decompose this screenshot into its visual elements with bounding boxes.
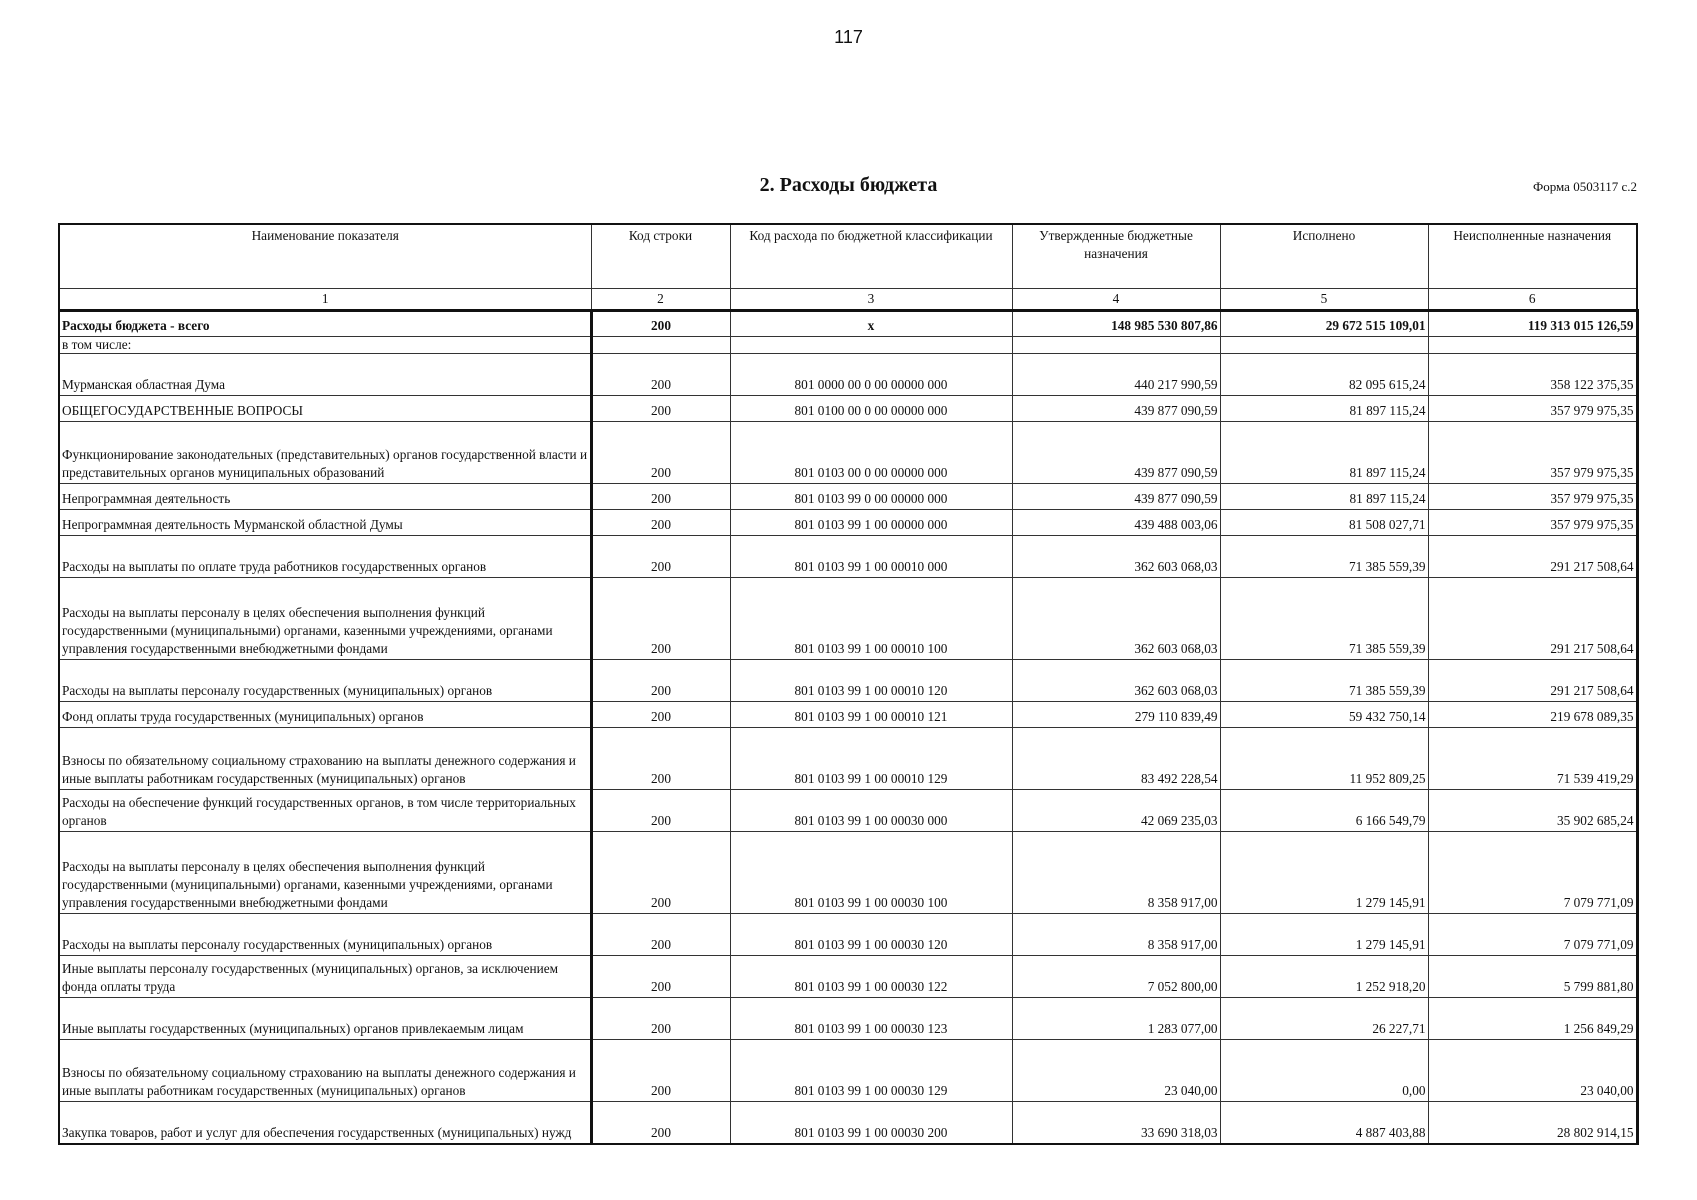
row-approved: 33 690 318,03 [1012, 1102, 1220, 1144]
form-code: Форма 0503117 с.2 [1532, 179, 1637, 194]
row-unexecuted: 23 040,00 [1428, 1040, 1637, 1102]
total-unexecuted: 119 313 015 126,59 [1428, 311, 1637, 337]
row-name: Функционирование законодательных (представительных) органов государственной власти и представительных органов муниципальных образований [59, 422, 591, 484]
row-executed: 81 897 115,24 [1220, 422, 1428, 484]
row-executed: 11 952 809,25 [1220, 728, 1428, 790]
row-code: 200 [591, 354, 730, 396]
row-classification-code: 801 0103 99 1 00 00000 000 [730, 510, 1012, 536]
row-executed: 6 166 549,79 [1220, 790, 1428, 832]
row-code: 200 [591, 956, 730, 998]
row-unexecuted: 7 079 771,09 [1428, 914, 1637, 956]
row-name: Расходы на выплаты персоналу в целях обеспечения выполнения функций государственными (муниципальными) органами, казенными учреждениями, органами управления государственными внебюджетными фондами [59, 578, 591, 660]
including-empty-cell [1220, 337, 1428, 354]
row-name: Расходы на выплаты персоналу в целях обеспечения выполнения функций государственными (муниципальными) органами, казенными учреждениями, органами управления государственными внебюджетными фондами [59, 832, 591, 914]
row-classification-code: 801 0103 99 1 00 00010 100 [730, 578, 1012, 660]
row-classification-code: 801 0103 99 0 00 00000 000 [730, 484, 1012, 510]
row-code: 200 [591, 914, 730, 956]
row-unexecuted: 357 979 975,35 [1428, 396, 1637, 422]
row-unexecuted: 35 902 685,24 [1428, 790, 1637, 832]
row-name: Закупка товаров, работ и услуг для обеспечения государственных (муниципальных) нужд [59, 1102, 591, 1144]
row-classification-code: 801 0103 99 1 00 00010 129 [730, 728, 1012, 790]
page-number: 117 [834, 27, 863, 47]
including-empty-cell [591, 337, 730, 354]
row-name: Расходы на выплаты по оплате труда работников государственных органов [59, 536, 591, 578]
table-row [59, 354, 1637, 396]
column-number: 4 [1012, 289, 1220, 311]
total-executed: 29 672 515 109,01 [1220, 311, 1428, 337]
row-name: Взносы по обязательному социальному страхованию на выплаты денежного содержания и иные выплаты работникам государственных (муниципальных) органов [59, 728, 591, 790]
table-row [59, 702, 1637, 728]
table-row [59, 660, 1637, 702]
column-number: 5 [1220, 289, 1428, 311]
row-unexecuted: 357 979 975,35 [1428, 510, 1637, 536]
row-approved: 7 052 800,00 [1012, 956, 1220, 998]
row-name: ОБЩЕГОСУДАРСТВЕННЫЕ ВОПРОСЫ [59, 396, 591, 422]
row-name: Мурманская областная Дума [59, 354, 591, 396]
row-name: Непрограммная деятельность [59, 484, 591, 510]
row-approved: 8 358 917,00 [1012, 832, 1220, 914]
row-classification-code: 801 0103 00 0 00 00000 000 [730, 422, 1012, 484]
table-row [59, 484, 1637, 510]
row-unexecuted: 71 539 419,29 [1428, 728, 1637, 790]
row-code: 200 [591, 510, 730, 536]
table-row [59, 728, 1637, 790]
column-number: 2 [591, 289, 730, 311]
row-code: 200 [591, 422, 730, 484]
row-unexecuted: 291 217 508,64 [1428, 578, 1637, 660]
table-row [59, 422, 1637, 484]
row-unexecuted: 357 979 975,35 [1428, 484, 1637, 510]
row-executed: 59 432 750,14 [1220, 702, 1428, 728]
total-approved: 148 985 530 807,86 [1012, 311, 1220, 337]
row-code: 200 [591, 790, 730, 832]
row-code: 200 [591, 578, 730, 660]
column-number-row [59, 289, 1637, 311]
row-executed: 71 385 559,39 [1220, 660, 1428, 702]
including-empty-cell [730, 337, 1012, 354]
row-classification-code: 801 0103 99 1 00 00010 000 [730, 536, 1012, 578]
row-approved: 279 110 839,49 [1012, 702, 1220, 728]
row-approved: 362 603 068,03 [1012, 660, 1220, 702]
table-row [59, 1040, 1637, 1102]
total-row [59, 311, 1637, 337]
row-approved: 439 877 090,59 [1012, 422, 1220, 484]
table-row [59, 998, 1637, 1040]
table-row [59, 578, 1637, 660]
row-code: 200 [591, 660, 730, 702]
row-classification-code: 801 0000 00 0 00 00000 000 [730, 354, 1012, 396]
row-code: 200 [591, 1040, 730, 1102]
row-classification-code: 801 0103 99 1 00 00030 000 [730, 790, 1012, 832]
row-approved: 8 358 917,00 [1012, 914, 1220, 956]
header-row-code: Код строки [591, 224, 730, 289]
table-row [59, 832, 1637, 914]
row-executed: 71 385 559,39 [1220, 578, 1428, 660]
row-unexecuted: 1 256 849,29 [1428, 998, 1637, 1040]
column-number: 1 [59, 289, 591, 311]
row-unexecuted: 358 122 375,35 [1428, 354, 1637, 396]
including-empty-cell [1012, 337, 1220, 354]
row-executed: 26 227,71 [1220, 998, 1428, 1040]
table-row [59, 914, 1637, 956]
header-executed: Исполнено [1220, 224, 1428, 289]
row-approved: 439 877 090,59 [1012, 396, 1220, 422]
expenses-table [58, 223, 1639, 1145]
header-indicator-name: Наименование показателя [59, 224, 591, 289]
row-executed: 82 095 615,24 [1220, 354, 1428, 396]
row-name: Расходы на выплаты персоналу государственных (муниципальных) органов [59, 914, 591, 956]
total-name: Расходы бюджета - всего [59, 311, 591, 337]
row-code: 200 [591, 484, 730, 510]
row-classification-code: 801 0103 99 1 00 00010 121 [730, 702, 1012, 728]
row-name: Расходы на выплаты персоналу государственных (муниципальных) органов [59, 660, 591, 702]
column-number: 6 [1428, 289, 1637, 311]
row-name: Фонд оплаты труда государственных (муниципальных) органов [59, 702, 591, 728]
row-approved: 439 488 003,06 [1012, 510, 1220, 536]
row-approved: 83 492 228,54 [1012, 728, 1220, 790]
row-approved: 42 069 235,03 [1012, 790, 1220, 832]
header-unexecuted: Неисполненные назначения [1428, 224, 1637, 289]
row-name: Иные выплаты государственных (муниципальных) органов привлекаемым лицам [59, 998, 591, 1040]
row-unexecuted: 291 217 508,64 [1428, 660, 1637, 702]
table-row [59, 510, 1637, 536]
row-approved: 1 283 077,00 [1012, 998, 1220, 1040]
row-name: Расходы на обеспечение функций государственных органов, в том числе территориальных органов [59, 790, 591, 832]
row-approved: 440 217 990,59 [1012, 354, 1220, 396]
row-executed: 81 897 115,24 [1220, 396, 1428, 422]
row-name: Непрограммная деятельность Мурманской областной Думы [59, 510, 591, 536]
section-title: 2. Расходы бюджета [759, 174, 938, 196]
row-classification-code: 801 0103 99 1 00 00030 100 [730, 832, 1012, 914]
row-name: Иные выплаты персоналу государственных (муниципальных) органов, за исключением фонда оплаты труда [59, 956, 591, 998]
including-row [59, 337, 1637, 354]
row-code: 200 [591, 1102, 730, 1144]
row-code: 200 [591, 536, 730, 578]
row-classification-code: 801 0103 99 1 00 00030 129 [730, 1040, 1012, 1102]
header-approved: Утвержденные бюджетные назначения [1012, 224, 1220, 289]
row-code: 200 [591, 702, 730, 728]
table-header-row [59, 224, 1637, 289]
row-classification-code: 801 0103 99 1 00 00030 120 [730, 914, 1012, 956]
header-classification-code: Код расхода по бюджетной классификации [730, 224, 1012, 289]
row-unexecuted: 291 217 508,64 [1428, 536, 1637, 578]
row-executed: 1 279 145,91 [1220, 914, 1428, 956]
row-executed: 0,00 [1220, 1040, 1428, 1102]
including-label: в том числе: [59, 337, 591, 354]
row-code: 200 [591, 832, 730, 914]
table-row [59, 536, 1637, 578]
total-class: x [730, 311, 1012, 337]
row-approved: 362 603 068,03 [1012, 578, 1220, 660]
row-classification-code: 801 0103 99 1 00 00010 120 [730, 660, 1012, 702]
row-executed: 81 897 115,24 [1220, 484, 1428, 510]
expenses-table-container [58, 223, 1636, 1145]
row-executed: 4 887 403,88 [1220, 1102, 1428, 1144]
row-executed: 1 279 145,91 [1220, 832, 1428, 914]
row-approved: 439 877 090,59 [1012, 484, 1220, 510]
row-unexecuted: 5 799 881,80 [1428, 956, 1637, 998]
table-row [59, 790, 1637, 832]
table-row [59, 396, 1637, 422]
row-approved: 362 603 068,03 [1012, 536, 1220, 578]
row-unexecuted: 7 079 771,09 [1428, 832, 1637, 914]
row-executed: 71 385 559,39 [1220, 536, 1428, 578]
row-executed: 81 508 027,71 [1220, 510, 1428, 536]
row-classification-code: 801 0100 00 0 00 00000 000 [730, 396, 1012, 422]
row-code: 200 [591, 998, 730, 1040]
table-row [59, 1102, 1637, 1144]
row-unexecuted: 28 802 914,15 [1428, 1102, 1637, 1144]
row-executed: 1 252 918,20 [1220, 956, 1428, 998]
row-name: Взносы по обязательному социальному страхованию на выплаты денежного содержания и иные выплаты работникам государственных (муниципальных) органов [59, 1040, 591, 1102]
row-unexecuted: 219 678 089,35 [1428, 702, 1637, 728]
row-approved: 23 040,00 [1012, 1040, 1220, 1102]
row-classification-code: 801 0103 99 1 00 00030 200 [730, 1102, 1012, 1144]
row-code: 200 [591, 396, 730, 422]
including-empty-cell [1428, 337, 1637, 354]
row-code: 200 [591, 728, 730, 790]
row-classification-code: 801 0103 99 1 00 00030 122 [730, 956, 1012, 998]
row-unexecuted: 357 979 975,35 [1428, 422, 1637, 484]
table-row [59, 956, 1637, 998]
column-number: 3 [730, 289, 1012, 311]
total-code: 200 [591, 311, 730, 337]
row-classification-code: 801 0103 99 1 00 00030 123 [730, 998, 1012, 1040]
